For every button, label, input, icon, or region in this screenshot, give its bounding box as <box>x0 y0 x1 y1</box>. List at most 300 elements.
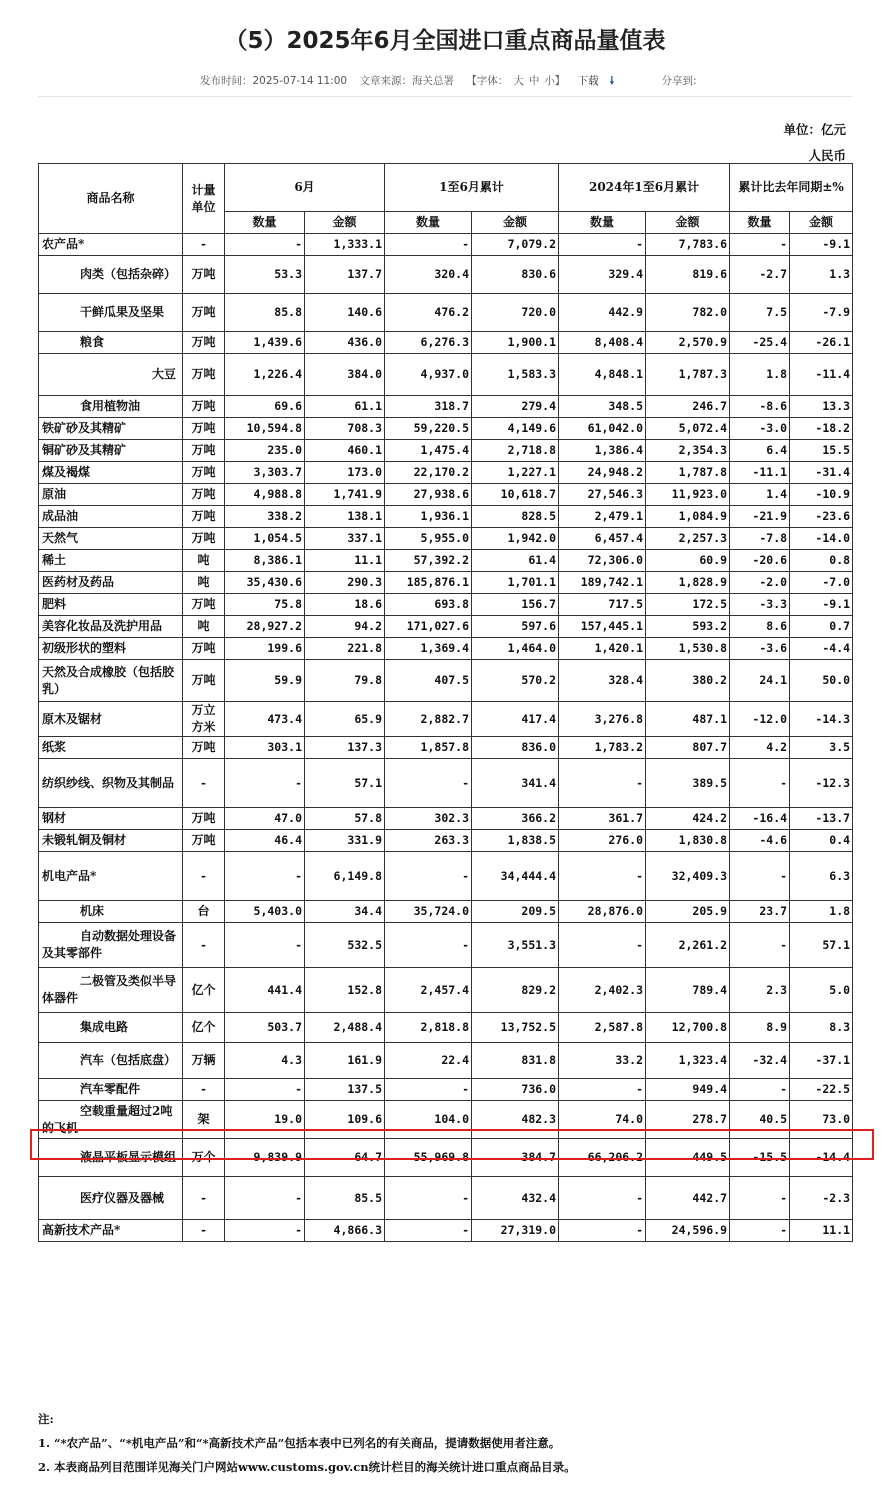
cell-name-text: 医药材及药品 <box>42 575 115 589</box>
cell-yq: 1.4 <box>730 484 790 506</box>
cell-yq: -16.4 <box>730 808 790 830</box>
cell-ap: 1,828.9 <box>646 572 730 594</box>
cell-unit: - <box>183 852 225 901</box>
cell-ap: 782.0 <box>646 294 730 332</box>
cell-unit: 万吨 <box>183 594 225 616</box>
cell-unit: 台 <box>183 901 225 923</box>
header-amt: 金额 <box>305 212 385 234</box>
cell-qc: 1,369.4 <box>385 638 472 660</box>
cell-unit: 万吨 <box>183 830 225 852</box>
cell-q6: 46.4 <box>225 830 305 852</box>
cell-qc: 57,392.2 <box>385 550 472 572</box>
cell-qp: 27,546.3 <box>559 484 646 506</box>
cell-q6: - <box>225 923 305 968</box>
cell-ya: -7.0 <box>790 572 853 594</box>
cell-name <box>39 737 183 759</box>
cell-unit: 万吨 <box>183 638 225 660</box>
cell-q6: 441.4 <box>225 968 305 1013</box>
cell-qc: 6,276.3 <box>385 332 472 354</box>
cell-qc: - <box>385 1220 472 1242</box>
import-goods-table <box>38 163 853 1242</box>
cell-qc: - <box>385 852 472 901</box>
cell-q6: 1,439.6 <box>225 332 305 354</box>
cell-ac: 10,618.7 <box>472 484 559 506</box>
cell-a6: 221.8 <box>305 638 385 660</box>
cell-a6: 109.6 <box>305 1101 385 1139</box>
cell-qp: 442.9 <box>559 294 646 332</box>
cell-qp: - <box>559 1079 646 1101</box>
cell-a6: 1,741.9 <box>305 484 385 506</box>
cell-ya: -7.9 <box>790 294 853 332</box>
cell-ap: 949.4 <box>646 1079 730 1101</box>
cell-yq: -3.6 <box>730 638 790 660</box>
cell-ya: 6.3 <box>790 852 853 901</box>
cell-ac: 1,900.1 <box>472 332 559 354</box>
cell-yq: -3.0 <box>730 418 790 440</box>
cell-ap: 389.5 <box>646 759 730 808</box>
cell-qp: 1,420.1 <box>559 638 646 660</box>
cell-unit: 万辆 <box>183 1043 225 1079</box>
cell-name <box>39 660 183 702</box>
cell-ac: 570.2 <box>472 660 559 702</box>
cell-yq: -32.4 <box>730 1043 790 1079</box>
cell-name <box>39 506 183 528</box>
cell-ya: -9.1 <box>790 234 853 256</box>
header-amt: 金额 <box>472 212 559 234</box>
cell-name <box>39 594 183 616</box>
cell-ap: 449.5 <box>646 1139 730 1177</box>
cell-qc: 171,027.6 <box>385 616 472 638</box>
cell-ap: 12,700.8 <box>646 1013 730 1043</box>
cell-ya: -26.1 <box>790 332 853 354</box>
table-row <box>39 638 853 660</box>
cell-ac: 209.5 <box>472 901 559 923</box>
cell-name <box>39 1139 183 1177</box>
cell-unit: 万吨 <box>183 528 225 550</box>
cell-ap: 1,787.8 <box>646 462 730 484</box>
cell-name-text: 铜矿砂及其精矿 <box>42 443 127 457</box>
cell-qp: 2,479.1 <box>559 506 646 528</box>
cell-ac: 1,942.0 <box>472 528 559 550</box>
cell-qc: - <box>385 1177 472 1220</box>
cell-yq: -3.3 <box>730 594 790 616</box>
cell-q6: 235.0 <box>225 440 305 462</box>
cell-name-text: 医疗仪器及器械 <box>80 1190 165 1205</box>
cell-a6: 532.5 <box>305 923 385 968</box>
cell-name-text: 铁矿砂及其精矿 <box>42 421 127 435</box>
cell-a6: 137.5 <box>305 1079 385 1101</box>
header-june: 6月 <box>225 164 385 212</box>
cell-ac: 61.4 <box>472 550 559 572</box>
table-row <box>39 1013 853 1043</box>
cell-name <box>39 759 183 808</box>
cell-ac: 2,718.8 <box>472 440 559 462</box>
cell-ya: -14.3 <box>790 702 853 737</box>
table-row <box>39 234 853 256</box>
cell-q6: - <box>225 1220 305 1242</box>
cell-unit: 万吨 <box>183 396 225 418</box>
cell-name <box>39 550 183 572</box>
table-row <box>39 332 853 354</box>
table-row <box>39 901 853 923</box>
cell-a6: 173.0 <box>305 462 385 484</box>
table-row <box>39 528 853 550</box>
table-row <box>39 462 853 484</box>
cell-ac: 432.4 <box>472 1177 559 1220</box>
cell-unit: 万吨 <box>183 462 225 484</box>
cell-unit: 吨 <box>183 572 225 594</box>
table-row <box>39 1043 853 1079</box>
cell-ap: 5,072.4 <box>646 418 730 440</box>
cell-ya: -13.7 <box>790 808 853 830</box>
cell-q6: - <box>225 852 305 901</box>
cell-unit: - <box>183 923 225 968</box>
cell-a6: 140.6 <box>305 294 385 332</box>
cell-q6: 53.3 <box>225 256 305 294</box>
header-qty: 数量 <box>385 212 472 234</box>
cell-yq: 24.1 <box>730 660 790 702</box>
cell-qc: 2,882.7 <box>385 702 472 737</box>
cell-a6: 4,866.3 <box>305 1220 385 1242</box>
header-qty: 数量 <box>559 212 646 234</box>
cell-name-text: 原油 <box>42 487 67 501</box>
cell-name <box>39 702 183 737</box>
cell-ac: 27,319.0 <box>472 1220 559 1242</box>
cell-ac: 1,227.1 <box>472 462 559 484</box>
cell-unit: 万吨 <box>183 256 225 294</box>
cell-ap: 819.6 <box>646 256 730 294</box>
cell-ap: 1,323.4 <box>646 1043 730 1079</box>
table-row <box>39 594 853 616</box>
cell-ap: 2,354.3 <box>646 440 730 462</box>
cell-name-text: 干鲜瓜果及坚果 <box>80 305 165 319</box>
cell-ya: 15.5 <box>790 440 853 462</box>
cell-qc: 59,220.5 <box>385 418 472 440</box>
cell-qp: 329.4 <box>559 256 646 294</box>
cell-ya: 73.0 <box>790 1101 853 1139</box>
cell-unit: 万个 <box>183 1139 225 1177</box>
cell-name-text: 肥料 <box>42 597 67 611</box>
cell-name <box>39 440 183 462</box>
cell-qp: - <box>559 923 646 968</box>
cell-ya: 50.0 <box>790 660 853 702</box>
cell-unit: 万吨 <box>183 660 225 702</box>
publish-time: 发布时间：2025-07-14 11:00 <box>200 75 348 87</box>
cell-yq: -4.6 <box>730 830 790 852</box>
cell-yq: -20.6 <box>730 550 790 572</box>
cell-qc: 5,955.0 <box>385 528 472 550</box>
cell-yq: -2.0 <box>730 572 790 594</box>
table-row <box>39 1220 853 1242</box>
cell-q6: 338.2 <box>225 506 305 528</box>
cell-qc: 55,969.8 <box>385 1139 472 1177</box>
cell-name <box>39 923 183 968</box>
cell-yq: -2.7 <box>730 256 790 294</box>
cell-ap: 7,783.6 <box>646 234 730 256</box>
cell-qc: 302.3 <box>385 808 472 830</box>
cell-q6: 1,226.4 <box>225 354 305 396</box>
cell-ac: 829.2 <box>472 968 559 1013</box>
cell-ya: 11.1 <box>790 1220 853 1242</box>
cell-name <box>39 418 183 440</box>
cell-ac: 1,583.3 <box>472 354 559 396</box>
cell-qc: 263.3 <box>385 830 472 852</box>
cell-name-text: 成品油 <box>42 509 79 523</box>
cell-q6: 503.7 <box>225 1013 305 1043</box>
cell-ya: -10.9 <box>790 484 853 506</box>
cell-ac: 482.3 <box>472 1101 559 1139</box>
cell-a6: 18.6 <box>305 594 385 616</box>
cell-name-text: 天然及合成橡胶（包括胶乳） <box>42 664 175 696</box>
cell-ac: 830.6 <box>472 256 559 294</box>
cell-a6: 65.9 <box>305 702 385 737</box>
cell-unit: 万吨 <box>183 354 225 396</box>
cell-ap: 2,261.2 <box>646 923 730 968</box>
cell-a6: 708.3 <box>305 418 385 440</box>
unit-label: 单位：亿元人民币 <box>783 122 846 163</box>
cell-ap: 246.7 <box>646 396 730 418</box>
cell-qp: - <box>559 759 646 808</box>
cell-qc: 476.2 <box>385 294 472 332</box>
font-small-link[interactable]: 小】 <box>544 75 566 87</box>
cell-name <box>39 1177 183 1220</box>
cell-ap: 1,530.8 <box>646 638 730 660</box>
cell-yq: -21.9 <box>730 506 790 528</box>
cell-q6: 473.4 <box>225 702 305 737</box>
article-source: 文章来源：海关总署 <box>359 75 454 87</box>
cell-qc: - <box>385 234 472 256</box>
cell-ya: -11.4 <box>790 354 853 396</box>
cell-yq: -11.1 <box>730 462 790 484</box>
cell-name-text: 自动数据处理设备及其零部件 <box>42 929 177 960</box>
cell-qp: 276.0 <box>559 830 646 852</box>
cell-a6: 161.9 <box>305 1043 385 1079</box>
cell-unit: 万立方米 <box>183 702 225 737</box>
table-row <box>39 572 853 594</box>
cell-ap: 380.2 <box>646 660 730 702</box>
cell-ac: 828.5 <box>472 506 559 528</box>
cell-name-text: 大豆 <box>152 367 177 381</box>
cell-ya: -31.4 <box>790 462 853 484</box>
article-meta <box>200 73 706 91</box>
table-row <box>39 830 853 852</box>
cell-qc: 22.4 <box>385 1043 472 1079</box>
cell-a6: 6,149.8 <box>305 852 385 901</box>
header-prev-year: 2024年1至6月累计 <box>559 164 730 212</box>
cell-name-text: 纸浆 <box>42 740 67 754</box>
cell-ap: 278.7 <box>646 1101 730 1139</box>
cell-ya: -2.3 <box>790 1177 853 1220</box>
table-row <box>39 550 853 572</box>
cell-q6: 9,839.9 <box>225 1139 305 1177</box>
cell-a6: 94.2 <box>305 616 385 638</box>
cell-name <box>39 528 183 550</box>
cell-name <box>39 808 183 830</box>
cell-name <box>39 1013 183 1043</box>
cell-ya: 57.1 <box>790 923 853 968</box>
cell-q6: - <box>225 234 305 256</box>
cell-yq: 6.4 <box>730 440 790 462</box>
cell-qc: - <box>385 759 472 808</box>
cell-a6: 138.1 <box>305 506 385 528</box>
cell-qc: 4,937.0 <box>385 354 472 396</box>
cell-qp: 189,742.1 <box>559 572 646 594</box>
cell-a6: 290.3 <box>305 572 385 594</box>
table-row <box>39 660 853 702</box>
cell-q6: 85.8 <box>225 294 305 332</box>
cell-a6: 331.9 <box>305 830 385 852</box>
cell-qc: 1,857.8 <box>385 737 472 759</box>
cell-ya: -14.4 <box>790 1139 853 1177</box>
cell-ac: 384.7 <box>472 1139 559 1177</box>
font-size-label: 【字体： <box>466 75 509 87</box>
cell-unit: 架 <box>183 1101 225 1139</box>
cell-qc: 2,818.8 <box>385 1013 472 1043</box>
cell-name <box>39 1079 183 1101</box>
cell-qp: 4,848.1 <box>559 354 646 396</box>
cell-ya: -4.4 <box>790 638 853 660</box>
header-yoy: 累计比去年同期±% <box>730 164 853 212</box>
table-row <box>39 1101 853 1139</box>
cell-yq: - <box>730 1177 790 1220</box>
cell-name <box>39 234 183 256</box>
cell-name-text: 天然气 <box>42 531 79 545</box>
cell-name-text: 未锻轧铜及铜材 <box>42 833 127 847</box>
cell-ac: 736.0 <box>472 1079 559 1101</box>
cell-ac: 720.0 <box>472 294 559 332</box>
cell-unit: - <box>183 234 225 256</box>
table-row <box>39 616 853 638</box>
cell-name-text: 汽车零配件 <box>80 1082 141 1096</box>
page-title: （5）2025年6月全国进口重点商品量值表 <box>224 28 666 54</box>
cell-yq: - <box>730 234 790 256</box>
table-row <box>39 923 853 968</box>
table-row <box>39 737 853 759</box>
cell-qp: 1,783.2 <box>559 737 646 759</box>
cell-unit: - <box>183 759 225 808</box>
cell-ac: 836.0 <box>472 737 559 759</box>
cell-qp: 74.0 <box>559 1101 646 1139</box>
cell-yq: -12.0 <box>730 702 790 737</box>
table-row <box>39 256 853 294</box>
cell-name-text: 美容化妆品及洗护用品 <box>42 619 163 633</box>
cell-ac: 4,149.6 <box>472 418 559 440</box>
table-row <box>39 1177 853 1220</box>
download-link[interactable] <box>578 75 624 87</box>
cell-unit: 万吨 <box>183 808 225 830</box>
table-row <box>39 294 853 332</box>
header-divider <box>38 96 852 97</box>
cell-name <box>39 354 183 396</box>
font-medium-link[interactable]: 中 <box>528 75 540 87</box>
cell-q6: 5,403.0 <box>225 901 305 923</box>
table-row <box>39 396 853 418</box>
cell-ac: 1,701.1 <box>472 572 559 594</box>
cell-name <box>39 638 183 660</box>
cell-name <box>39 462 183 484</box>
cell-qc: 27,938.6 <box>385 484 472 506</box>
header-unit: 计量单位 <box>183 164 225 234</box>
cell-name-text: 汽车（包括底盘） <box>80 1053 177 1067</box>
cell-ap: 593.2 <box>646 616 730 638</box>
cell-name-text: 空载重量超过2吨的飞机 <box>42 1103 173 1135</box>
cell-yq: - <box>730 1079 790 1101</box>
cell-ya: -18.2 <box>790 418 853 440</box>
cell-ya: 5.0 <box>790 968 853 1013</box>
cell-name <box>39 484 183 506</box>
cell-name-text: 高新技术产品* <box>42 1223 121 1237</box>
cell-q6: 303.1 <box>225 737 305 759</box>
cell-name <box>39 572 183 594</box>
cell-ap: 424.2 <box>646 808 730 830</box>
cell-ya: 1.8 <box>790 901 853 923</box>
cell-unit: 亿个 <box>183 968 225 1013</box>
cell-qp: - <box>559 1177 646 1220</box>
note-1: 1. “*农产品”、“*机电产品”和“*高新技术产品”包括本表中已列名的有关商品，提请数据使用者注意。 <box>38 1436 561 1450</box>
cell-unit: 万吨 <box>183 418 225 440</box>
cell-name <box>39 332 183 354</box>
cell-ya: 0.8 <box>790 550 853 572</box>
cell-ya: -22.5 <box>790 1079 853 1101</box>
cell-ya: 8.3 <box>790 1013 853 1043</box>
cell-ac: 13,752.5 <box>472 1013 559 1043</box>
cell-unit: 亿个 <box>183 1013 225 1043</box>
table-row <box>39 968 853 1013</box>
cell-qp: - <box>559 234 646 256</box>
cell-yq: 8.9 <box>730 1013 790 1043</box>
cell-qc: 2,457.4 <box>385 968 472 1013</box>
cell-name <box>39 616 183 638</box>
cell-name <box>39 901 183 923</box>
table-row <box>39 759 853 808</box>
cell-name-text: 二极管及类似半导体器件 <box>42 974 177 1005</box>
cell-ap: 487.1 <box>646 702 730 737</box>
cell-name <box>39 1101 183 1139</box>
cell-a6: 57.8 <box>305 808 385 830</box>
cell-q6: 69.6 <box>225 396 305 418</box>
cell-qc: 22,170.2 <box>385 462 472 484</box>
cell-a6: 64.7 <box>305 1139 385 1177</box>
cell-yq: -7.8 <box>730 528 790 550</box>
cell-qc: 35,724.0 <box>385 901 472 923</box>
cell-a6: 337.1 <box>305 528 385 550</box>
cell-qc: - <box>385 923 472 968</box>
cell-qp: 328.4 <box>559 660 646 702</box>
cell-yq: 23.7 <box>730 901 790 923</box>
cell-name-text: 原木及锯材 <box>42 711 103 726</box>
cell-ap: 11,923.0 <box>646 484 730 506</box>
cell-name-text: 初级形状的塑料 <box>42 641 127 655</box>
cell-ap: 2,257.3 <box>646 528 730 550</box>
cell-ya: -14.0 <box>790 528 853 550</box>
cell-ac: 279.4 <box>472 396 559 418</box>
cell-qc: - <box>385 1079 472 1101</box>
cell-ya: -23.6 <box>790 506 853 528</box>
cell-ap: 1,830.8 <box>646 830 730 852</box>
cell-ap: 172.5 <box>646 594 730 616</box>
cell-yq: 1.8 <box>730 354 790 396</box>
cell-name <box>39 396 183 418</box>
font-large-link[interactable]: 大 <box>513 75 524 87</box>
table-body <box>39 234 853 1242</box>
cell-qc: 1,936.1 <box>385 506 472 528</box>
cell-yq: 2.3 <box>730 968 790 1013</box>
cell-a6: 1,333.1 <box>305 234 385 256</box>
cell-name <box>39 1220 183 1242</box>
cell-qp: 28,876.0 <box>559 901 646 923</box>
cell-qc: 693.8 <box>385 594 472 616</box>
notes <box>38 1407 858 1479</box>
